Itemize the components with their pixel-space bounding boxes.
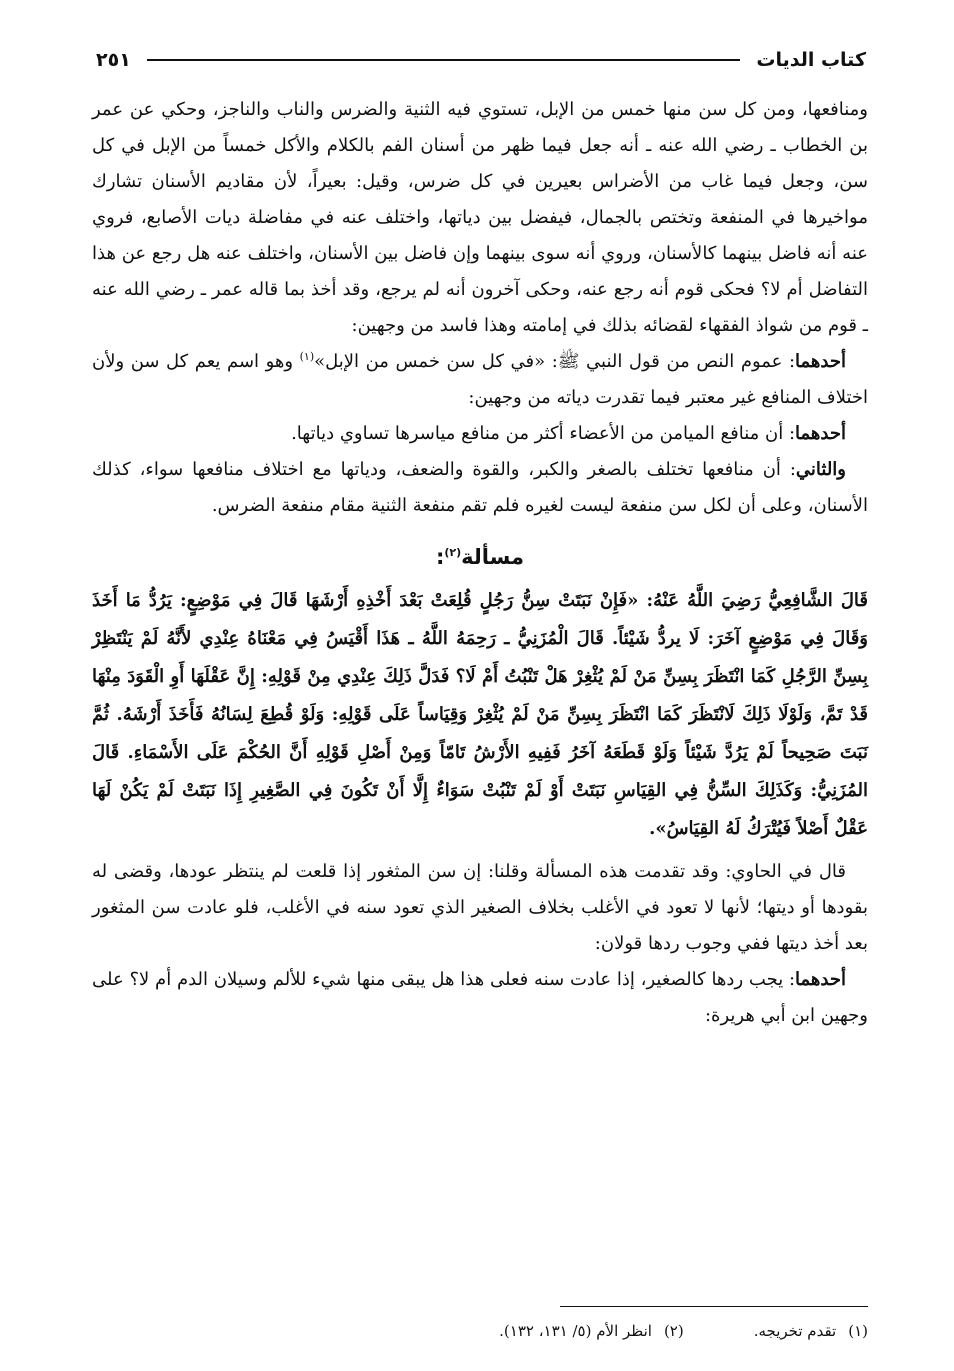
footnote-1: [754, 1318, 868, 1344]
paragraph-first-reason: [92, 344, 868, 416]
footnote-number: (٢): [663, 1322, 684, 1340]
paragraph-first-aspect: [92, 416, 868, 452]
paragraph-first-opinion: [92, 962, 868, 1034]
footnote-number: (١): [848, 1322, 868, 1340]
header-rule: [147, 59, 741, 61]
paragraph-text: وهو اسم يعم كل سن ولأن اختلاف المنافع غير معتبر فيما تقدرت دياته من وجهين:: [92, 351, 868, 408]
book-title: كتاب الديات: [756, 49, 866, 71]
paragraph-second-aspect: [92, 452, 868, 524]
page-number: ٢٥١: [96, 49, 131, 71]
footnote-text: تقدم تخريجه.: [753, 1322, 837, 1340]
section-title: [92, 538, 868, 576]
footnote-ref: (١): [299, 350, 315, 363]
paragraph-text: : أن منافع الميامن من الأعضاء أكثر من منافع مياسرها تساوي دياتها.: [291, 423, 796, 444]
section-title-colon: :: [435, 545, 445, 569]
paragraph-text: : عموم النص من قول النبي ﷺ: «في كل سن خمس من الإبل»: [314, 351, 796, 372]
paragraph-hawi: قال في الحاوي: وقد تقدمت هذه المسألة وقلنا: إن سن المثغور إذا قلعت لم ينتظر عودها، وقضى له بقودها أو ديتها؛ لأنها لا تعود في الأغلب بخلاف الصغير الذي تعود سنه في الأغلب، فلو عادت سن المثغور بعد أخذ ديتها ففي وجوب ردها قولان:: [92, 861, 868, 954]
paragraph-text: : يجب ردها كالصغير، إذا عادت سنه فعلى هذا هل يبقى منها شيء للألم وسيلان الدم أم لا؟ على وجهين ابن أبي هريرة:: [92, 969, 868, 1026]
section-title-text: مسألة: [461, 545, 525, 569]
paragraph-lead: أحدهما: [795, 351, 846, 372]
footnote-2: [499, 1318, 684, 1344]
footnote-text: انظر الأم (٥/ ١٣١، ١٣٢).: [499, 1322, 652, 1340]
footnote-separator: [560, 1306, 868, 1307]
running-header: [96, 42, 866, 78]
paragraph-text: : أن منافعها تختلف بالصغر والكبر، والقوة والضعف، ودياتها مع اختلاف منافعها سواء، كذلك الأسنان، وعلى أن لكل سن منفعة ليست لغيره فلم تقم منفعة الثنية مقام منفعة الضرس.: [92, 459, 868, 516]
shafii-quote: قَالَ الشَّافِعِيُّ رَضِيَ اللَّهُ عَنْهُ: «فَإِنْ نَبَتَتْ سِنُّ رَجُلٍ قُلِعَتْ بَعْدَ أَخْذِهِ أَرْشَهَا قَالَ فِي مَوْضِعٍ: يَرُدُّ مَا أَخَذَ وَقَالَ فِي مَوْضِعٍ آخَرَ: لَا يردُّ شَيْئاً. قَالَ الْمُزَنِيُّ ـ رَحِمَهُ اللَّهُ ـ هَذَا أَقْيَسُ فِي مَعْنَاهُ عِنْدِي لأَنَّهُ لَمْ يَنْتَظِرْ بِسِنِّ الرَّجُلِ كَمَا انْتَظَرَ بِسِنِّ مَنْ لَمْ يُثْغِرْ هَلْ تَنْبُتُ أَمْ لَا؟ فَدَلَّ ذَلِكَ عِنْدِي مِنْ قَوْلِهِ: إِنَّ عَقْلَهَا أَوِ الْقَوَدَ مِنْهَا قَدْ تَمَّ، وَلَوْلَا ذَلِكَ لَانْتَظَرَ كَمَا انْتَظَرَ بِسِنِّ مَنْ لَمْ يُثْغِرْ وَقِيَاساً عَلَى قَوْلِهِ: وَلَوْ قُطِعَ لِسَانُهُ فَأَخَذَ أَرْشَهُ. ثُمَّ نَبَتَ صَحِيحاً لَمْ يَرُدَّ شَيْئاً وَلَوْ قَطَعَهُ آخَرُ فَفِيهِ الأَرْشُ تَامّاً وَمِنْ أَصْلِ قَوْلِهِ أَنَّ الحُكْمَ عَلَى الأَسْمَاءِ. قَالَ المُزَنِيُّ: وَكَذَلِكَ السِّنُّ فِي القِيَاسِ نَبَتَتْ أَوْ لَمْ تَنْبُتْ سَوَاءٌ إِلَّا أَنْ تَكُونَ فِي الصَّغِيرِ إِذَا نَبَتَتْ لَمْ يَكُنْ لَهَا عَقْلٌ أَصْلاً فَيُتْرَكُ لَهُ القِيَاسُ».: [92, 590, 868, 839]
footnote-ref: (٢): [444, 546, 462, 559]
paragraph-lead: أحدهما: [795, 969, 846, 990]
paragraph-lead: أحدهما: [795, 423, 846, 444]
page-body: [92, 92, 868, 1034]
footnotes: [200, 1318, 868, 1344]
paragraph-intro: ومنافعها، ومن كل سن منها خمس من الإبل، تستوي فيه الثنية والضرس والناب والناجز، وحكي عن عمر بن الخطاب ـ رضي الله عنه ـ أنه جعل فيما ظهر من أسنان الفم بالكلام والأكل خمساً من الإبل في كل سن، وجعل فيما غاب من الأضراس بعيرين في كل ضرس، وقيل: بعيراً، لأن مقاديم الأسنان تشارك مواخيرها في المنفعة وتختص بالجمال، فيفضل بين دياتها، واختلف عنه في مفاضلة ديات الأصابع، فروي عنه أنه فاضل بينهما كالأسنان، وروي أنه سوى بينهما وإن فاضل بين الأسنان، واختلف عنه هل رجع عن هذا التفاضل أم لا؟ فحكى قوم أنه رجع عنه، وحكى آخرون أنه لم يرجع، وقد أخذ بما قاله عمر ـ رضي الله عنه ـ قوم من شواذ الفقهاء لقضائه بذلك في إمامته وهذا فاسد من وجهين:: [92, 99, 868, 336]
paragraph-lead: والثاني: [795, 459, 846, 480]
